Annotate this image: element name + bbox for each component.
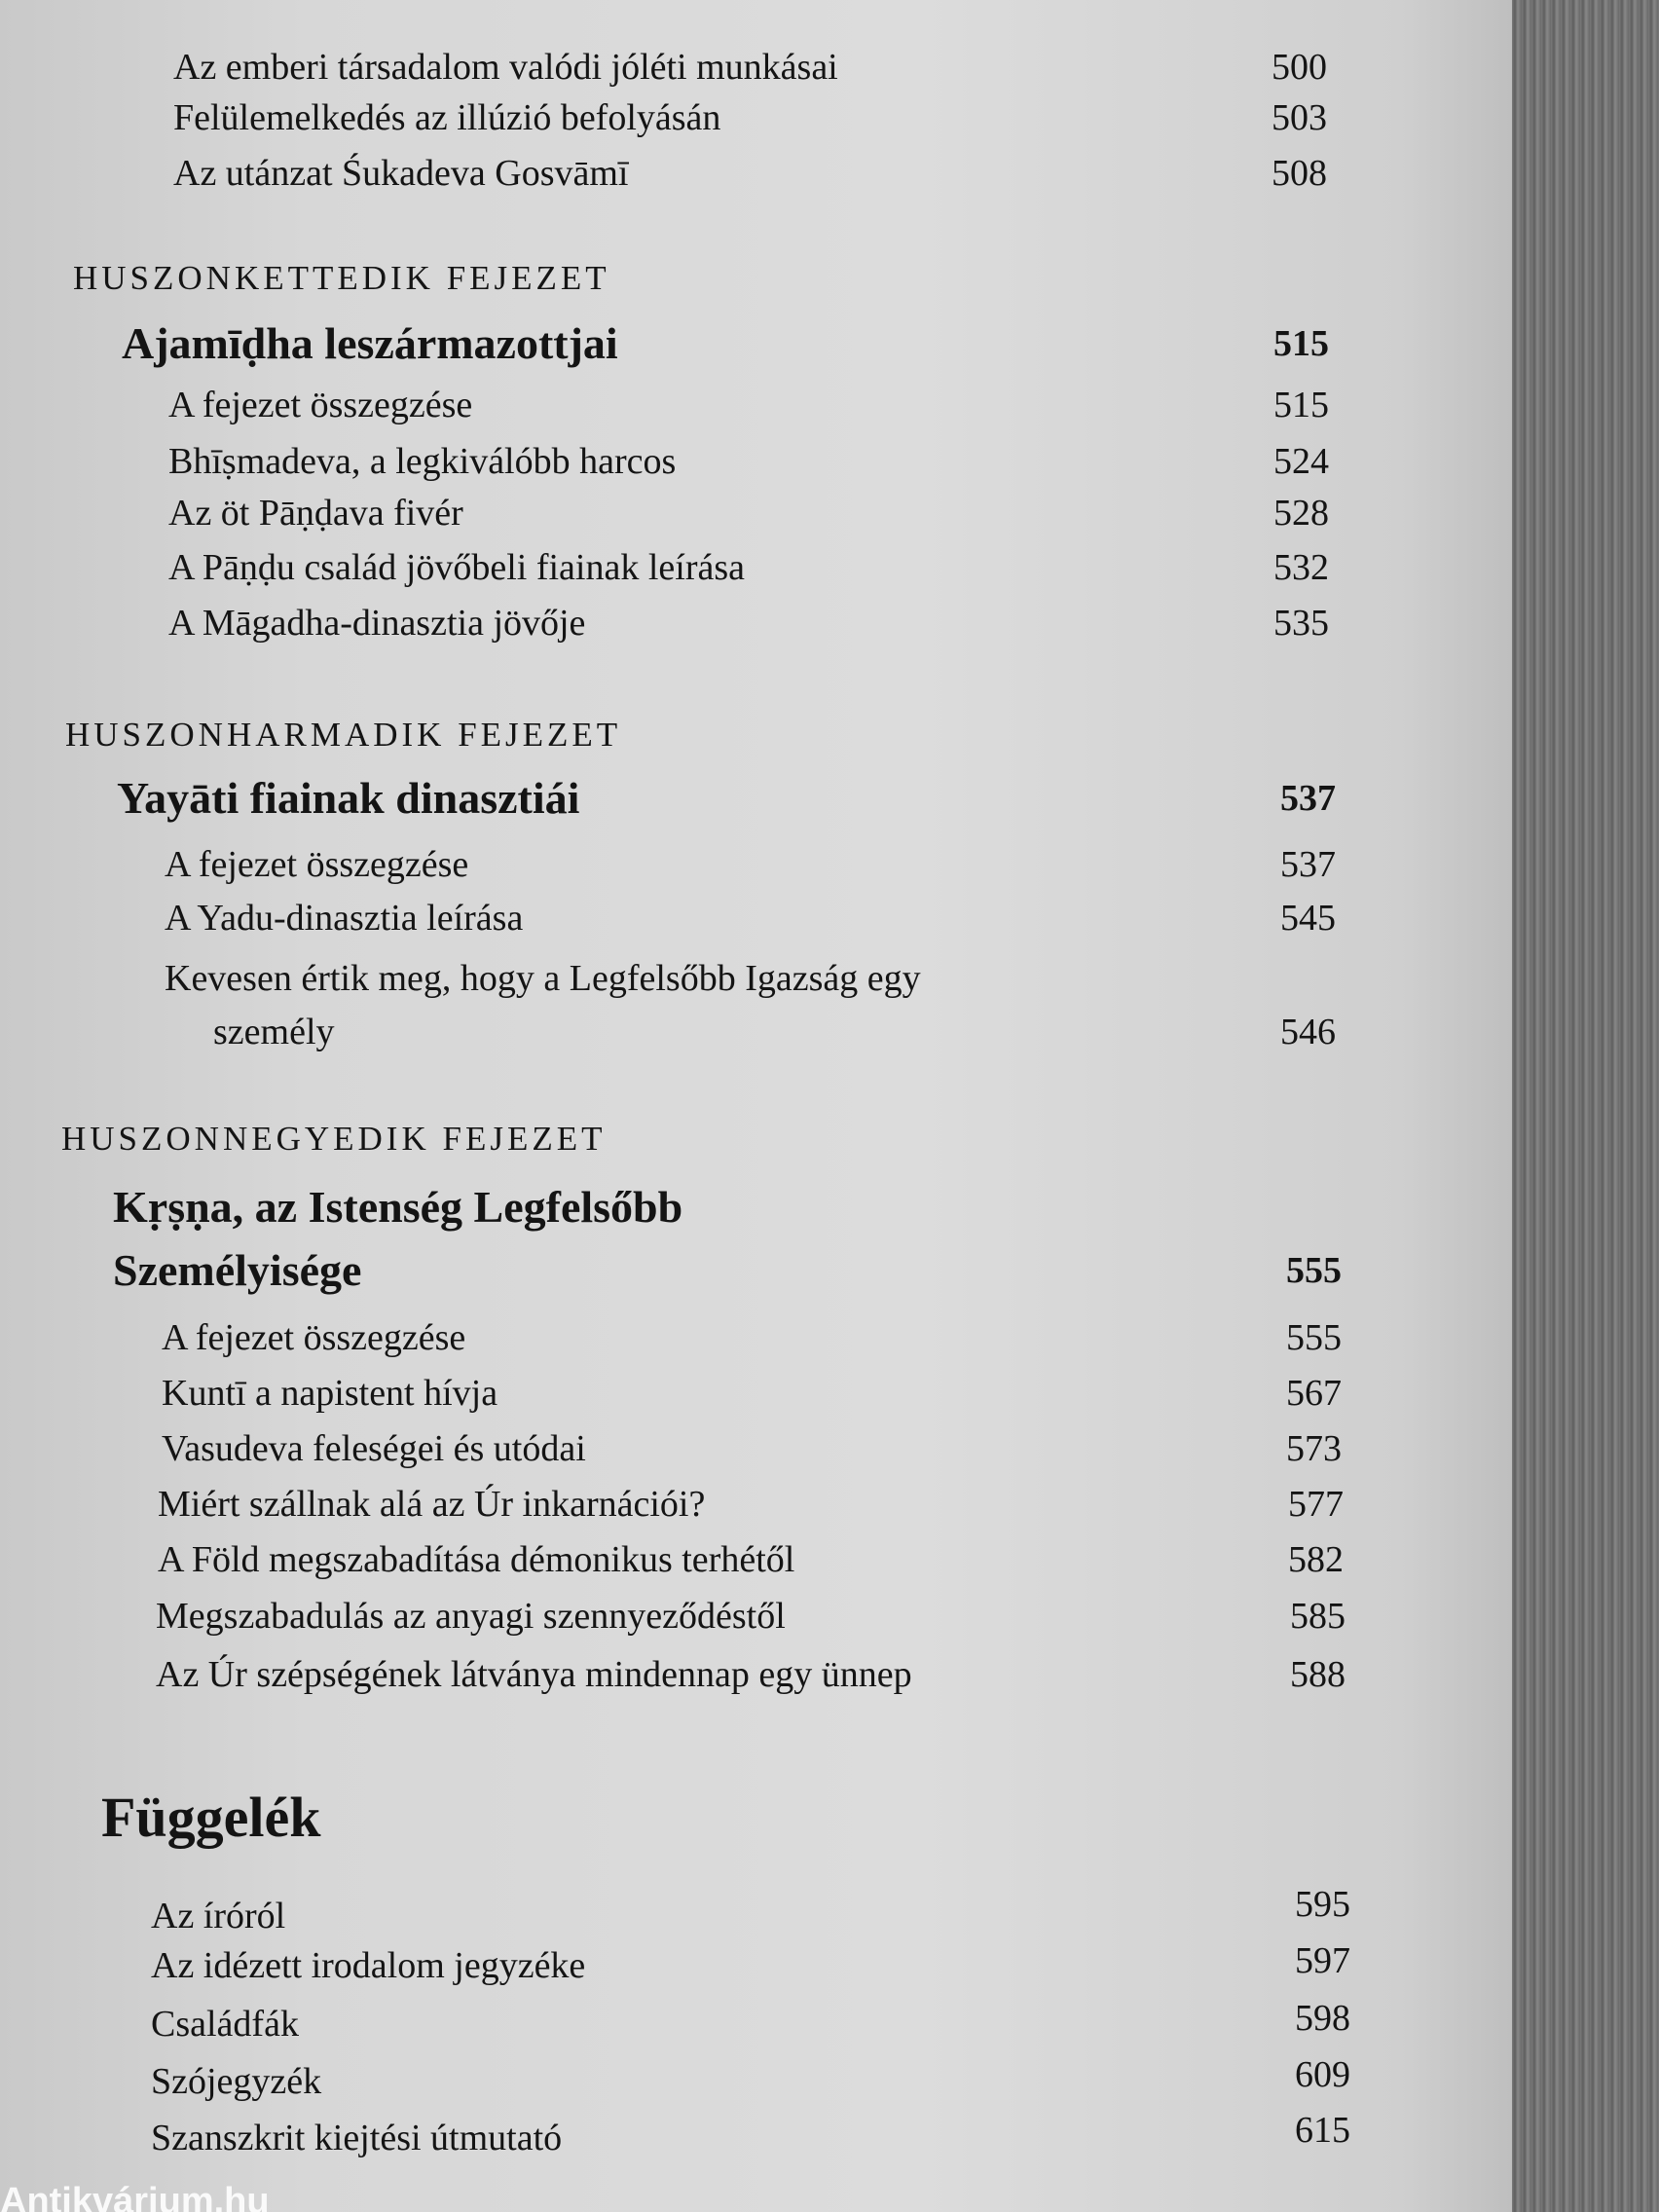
entry-page: 500 <box>1272 47 1327 88</box>
chapter-label: HUSZONKETTEDIK FEJEZET <box>73 259 610 297</box>
entry-title: A Pāṇḍu család jövőbeli fiainak leírása <box>168 547 745 588</box>
entry-title: A fejezet összegzése <box>168 385 473 425</box>
entry-page: 615 <box>1295 2110 1350 2151</box>
toc-entry <box>0 837 1524 896</box>
entry-title: személy <box>213 1012 335 1052</box>
entry-page: 524 <box>1273 441 1329 482</box>
toc-entry <box>0 1477 1524 1535</box>
chapter-label: HUSZONHARMADIK FEJEZET <box>65 716 622 754</box>
entry-page: 609 <box>1295 2054 1350 2095</box>
watermark: Antikvárium.hu <box>0 2181 270 2212</box>
entry-title: A Yadu-dinasztia leírása <box>165 898 524 939</box>
chapter-label: HUSZONNEGYEDIK FEJEZET <box>61 1120 607 1158</box>
toc-entry <box>0 540 1524 599</box>
toc-entry <box>0 1934 1524 1992</box>
toc-entry <box>0 1005 1524 1063</box>
entry-title: Az Úr szépségének látványa mindennap egy ünnep <box>156 1654 912 1695</box>
chapter-title-row <box>0 1243 1524 1302</box>
entry-page: 577 <box>1288 1484 1344 1525</box>
chapter-page: 515 <box>1273 323 1329 364</box>
entry-title: Szanszkrit kiejtési útmutató <box>151 2118 563 2158</box>
toc-entry <box>0 40 1524 98</box>
toc-entry <box>0 486 1524 544</box>
entry-title: Szójegyzék <box>151 2061 322 2102</box>
appendix-title: Függelék <box>101 1786 321 1849</box>
entry-title: Kevesen értik meg, hogy a Legfelsőbb Igazság egy <box>165 958 921 999</box>
entry-title: Vasudeva feleségei és utódai <box>162 1428 586 1469</box>
entry-title: Megszabadulás az anyagi szennyeződéstől <box>156 1596 786 1637</box>
entry-page: 508 <box>1272 153 1327 194</box>
toc-entry <box>0 1366 1524 1424</box>
entry-page: 546 <box>1280 1012 1336 1052</box>
book-binding-edge <box>1512 0 1659 2212</box>
toc-entry <box>0 951 1524 1010</box>
toc-entry <box>0 146 1524 204</box>
toc-entry <box>0 1421 1524 1480</box>
entry-page: 535 <box>1273 603 1329 644</box>
toc-entry <box>0 1589 1524 1647</box>
entry-page: 567 <box>1286 1373 1342 1414</box>
entry-title: Miért szállnak alá az Úr inkarnációi? <box>158 1484 706 1525</box>
entry-title: A fejezet összegzése <box>165 844 469 885</box>
toc-entry <box>0 891 1524 949</box>
entry-page: 598 <box>1295 1998 1350 2039</box>
entry-page: 515 <box>1273 385 1329 425</box>
toc-entry <box>0 1877 1524 1936</box>
entry-title: Felülemelkedés az illúzió befolyásán <box>173 97 721 138</box>
chapter-title-line2: Személyisége <box>113 1245 362 1295</box>
toc-entry <box>0 1991 1524 2049</box>
entry-title: Az íróról <box>151 1896 286 1936</box>
entry-page: 555 <box>1286 1317 1342 1358</box>
chapter-page: 537 <box>1280 778 1336 819</box>
entry-page: 585 <box>1290 1596 1346 1637</box>
toc-entry <box>0 1647 1524 1706</box>
chapter-page: 555 <box>1286 1250 1342 1291</box>
entry-title: A Föld megszabadítása démonikus terhétől <box>158 1539 795 1580</box>
chapter-title-row <box>0 1180 1524 1238</box>
entry-title: Az idézett irodalom jegyzéke <box>151 1945 586 1986</box>
entry-page: 528 <box>1273 493 1329 534</box>
entry-title: Az öt Pāṇḍava fivér <box>168 493 463 534</box>
entry-title: A fejezet összegzése <box>162 1317 466 1358</box>
toc-entry <box>0 91 1524 149</box>
entry-title: Az emberi társadalom valódi jóléti munkásai <box>173 47 838 88</box>
entry-page: 588 <box>1290 1654 1346 1695</box>
entry-page: 537 <box>1280 844 1336 885</box>
chapter-title-line1: Kṛṣṇa, az Istenség Legfelsőbb <box>113 1182 683 1232</box>
entry-title: A Māgadha-dinasztia jövője <box>168 603 586 644</box>
entry-title: Az utánzat Śukadeva Gosvāmī <box>173 153 629 194</box>
chapter-title-row <box>0 316 1524 375</box>
entry-title: Bhīṣmadeva, a legkiválóbb harcos <box>168 441 677 482</box>
toc-entry <box>0 1310 1524 1369</box>
entry-page: 532 <box>1273 547 1329 588</box>
toc-entry <box>0 596 1524 654</box>
entry-page: 597 <box>1295 1940 1350 1981</box>
chapter-title: Ajamīḍha leszármazottjai <box>122 318 618 368</box>
toc-entry <box>0 434 1524 493</box>
entry-page: 503 <box>1272 97 1327 138</box>
entry-page: 573 <box>1286 1428 1342 1469</box>
entry-page: 545 <box>1280 898 1336 939</box>
entry-title: Családfák <box>151 2004 299 2045</box>
entry-page: 582 <box>1288 1539 1344 1580</box>
toc-entry <box>0 2047 1524 2106</box>
entry-page: 595 <box>1295 1884 1350 1925</box>
toc-entry <box>0 1532 1524 1591</box>
chapter-title-row <box>0 771 1524 830</box>
chapter-title: Yayāti fiainak dinasztiái <box>117 773 580 823</box>
entry-title: Kuntī a napistent hívja <box>162 1373 498 1414</box>
toc-entry <box>0 2103 1524 2161</box>
toc-entry <box>0 378 1524 436</box>
